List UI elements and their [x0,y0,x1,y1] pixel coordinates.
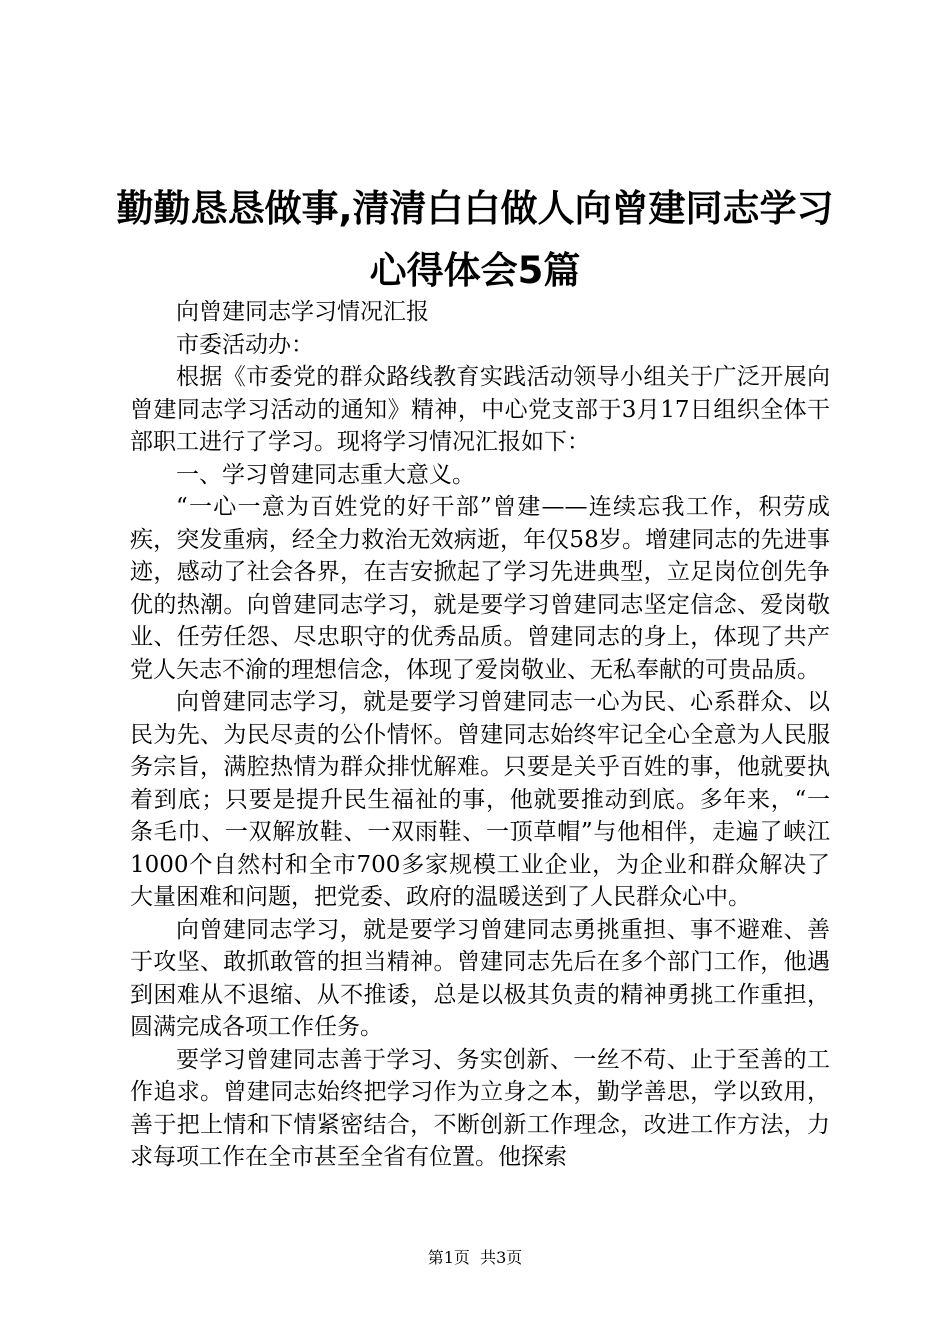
paragraph: “一心一意为百姓党的好干部”曾建——连续忘我工作，积劳成疾，突发重病，经全力救治无效病逝，年仅58岁。增建同志的先进事迹，感动了社会各界，在吉安掀起了学习先进典型，立足岗位创先争优的热潮。向曾建同志学习，就是要学习曾建同志坚定信念、爱岗敬业、任劳任怨、尽忠职守的优秀品质。曾建同志的身上，体现了共产党人矢志不渝的理想信念，体现了爱岗敬业、无私奉献的可贵品质。 [130,494,830,683]
paragraph-heading: 向曾建同志学习情况汇报 [176,299,429,325]
page-total: 共3页 [480,1248,523,1267]
paragraph: 要学习曾建同志善于学习、务实创新、一丝不苟、止于至善的工作追求。曾建同志始终把学习作为立身之本，勤学善思，学以致用，善于把上情和下情紧密结合，不断创新工作理念，改进工作方法，力求每项工作在全市甚至全省有位置。他探索 [130,1046,830,1170]
page-footer [0,1250,950,1266]
document-title-line-1: 勤勤恳恳做事,清清白白做人向曾建同志学习 [116,187,834,230]
paragraph: 向曾建同志学习，就是要学习曾建同志一心为民、心系群众、以民为先、为民尽责的公仆情怀。曾建同志始终牢记全心全意为人民服务宗旨，满腔热情为群众排忧解难。只要是关乎百姓的事，他就要执着到底；只要是提升民生福祉的事，他就要推动到底。多年来，“一条毛巾、一双解放鞋、一双雨鞋、一顶草帽”与他相伴，走遍了峡江1000个自然村和全市700多家规模工业企业，为企业和群众解决了大量困难和问题，把党委、政府的温暖送到了人民群众心中。 [130,689,830,910]
paragraph-section-heading: 一、学习曾建同志重大意义。 [176,461,475,488]
document-body [130,296,830,1174]
paragraph: 根据《市委党的群众路线教育实践活动领导小组关于广泛开展向曾建同志学习活动的通知》精神，中心党支部于3月17日组织全体干部职工进行了学习。现将学习情况汇报如下： [130,364,830,455]
page-number: 第1页 [427,1248,470,1267]
paragraph-salutation: 市委活动办： [176,331,314,358]
paragraph: 向曾建同志学习，就是要学习曾建同志勇挑重担、事不避难、善于攻坚、敢抓敢管的担当精神。曾建同志先后在多个部门工作，他遇到困难从不退缩、从不推诿，总是以极其负责的精神勇挑工作重担，圆满完成各项工作任务。 [130,916,830,1040]
document-title-line-2: 心得体会5篇 [369,249,581,292]
